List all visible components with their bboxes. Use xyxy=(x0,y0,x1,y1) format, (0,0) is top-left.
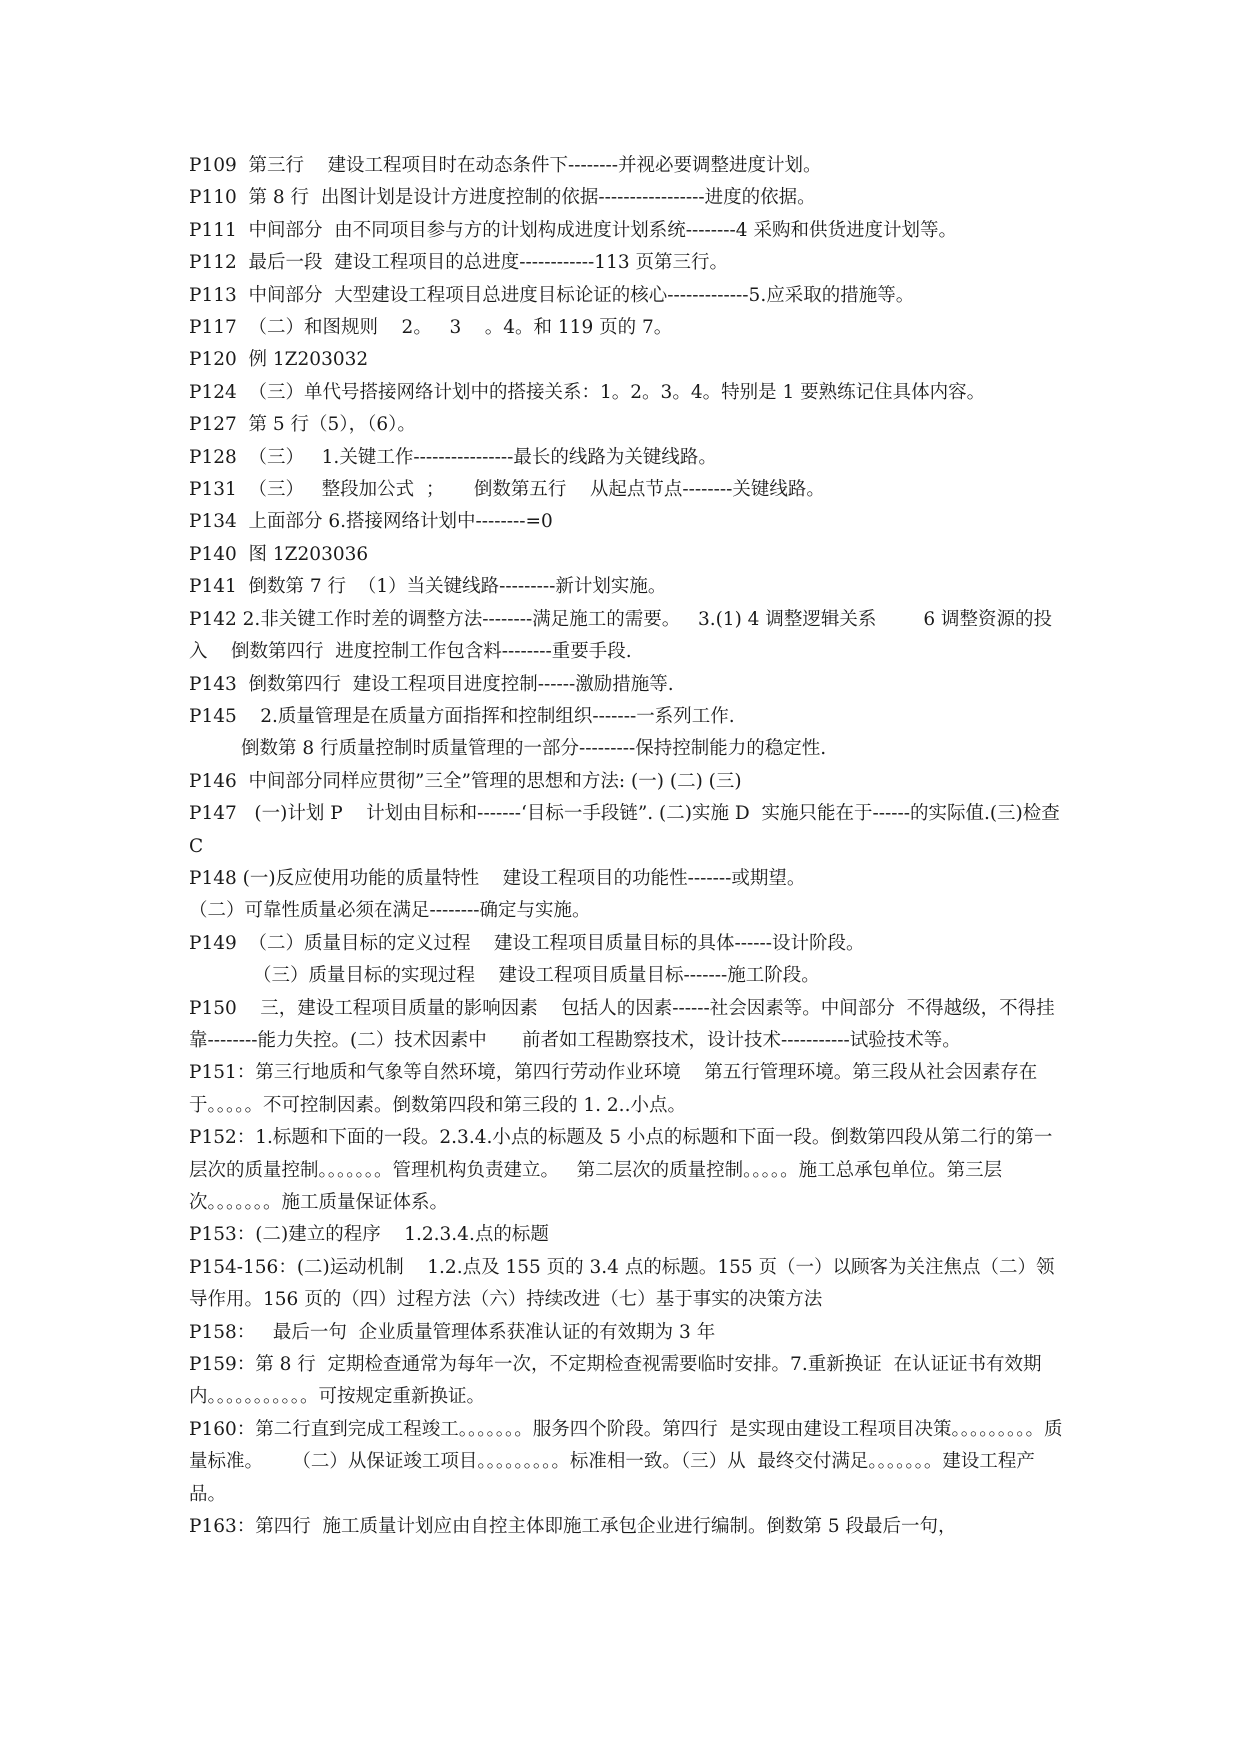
text-line: P147 (一)计划 P 计划由目标和-------‘目标一手段链”. (二)实施 D 实施只能在于------的实际值.(三)检查 C xyxy=(189,803,1066,857)
text-line: P117 （二）和图规则 2。 3 。4。和 119 页的 7。 xyxy=(189,317,673,339)
text-line: P112 最后一段 建设工程项目的总进度------------113 页第三行。 xyxy=(189,252,728,274)
text-line: P111 中间部分 由不同项目参与方的计划构成进度计划系统--------4 采购和供货进度计划等。 xyxy=(189,219,957,241)
text-line: P148 (一)反应使用功能的质量特性 建设工程项目的功能性-------或期望。 xyxy=(189,867,806,889)
text-line: 倒数第 8 行质量控制时质量管理的一部分---------保持控制能力的稳定性. xyxy=(241,738,827,760)
text-line: P152：1.标题和下面的一段。2.3.4.小点的标题及 5 小点的标题和下面一段。倒数第四段从第二行的第一层次的质量控制。。。。。。。管理机构负责建立。 第二层次的质量控制。。。。。施工总承包单位。第三层次。。。。。。。施工质量保证体系。 xyxy=(189,1127,1053,1213)
text-line: P128 （三） 1.关键工作----------------最长的线路为关键线路。 xyxy=(189,446,717,468)
text-line: P149 （二）质量目标的定义过程 建设工程项目质量目标的具体------设计阶段。 xyxy=(189,932,865,954)
text-line: P113 中间部分 大型建设工程项目总进度目标论证的核心-------------5.应采取的措施等。 xyxy=(189,284,915,306)
text-line: P140 图 1Z203036 xyxy=(189,543,369,565)
text-line: P150 三，建设工程项目质量的影响因素 包括人的因素------社会因素等。中间部分 不得越级，不得挂靠--------能力失控。(二）技术因素中 前者如工程勘察技术，设计技术-----------试验技术等。 xyxy=(189,997,1055,1051)
text-line: P143 倒数第四行 建设工程项目进度控制------激励措施等. xyxy=(189,673,674,695)
text-line: P141 倒数第 7 行 （1）当关键线路---------新计划实施。 xyxy=(189,576,667,598)
text-line: P131 （三） 整段加公式 ； 倒数第五行 从起点节点--------关键线路。 xyxy=(189,479,825,501)
text-line: P158： 最后一句 企业质量管理体系获准认证的有效期为 3 年 xyxy=(189,1321,716,1343)
text-line: （二）可靠性质量必须在满足--------确定与实施。 xyxy=(189,900,591,922)
text-line: P160：第二行直到完成工程竣工。。。。。。。服务四个阶段。第四行 是实现由建设工程项目决策。。。。。。。。。质量标准。 （二）从保证竣工项目。。。。。。。。。标准相一致。（三）从 最终交付满足。。。。。。。建设工程产品。 xyxy=(189,1418,1063,1505)
text-line: P124 （三）单代号搭接网络计划中的搭接关系：1。2。3。4。特别是 1 要熟练记住具体内容。 xyxy=(189,381,986,403)
text-line: P146 中间部分同样应贯彻”三全”管理的思想和方法: (一) (二) (三) xyxy=(189,770,742,792)
text-line: P142 2.非关键工作时差的调整方法--------满足施工的需要。 3.(1) 4 调整逻辑关系 6 调整资源的投入 倒数第四行 进度控制工作包含料--------重要手段. xyxy=(189,608,1053,663)
text-line: P110 第 8 行 出图计划是设计方进度控制的依据-----------------进度的依据。 xyxy=(189,187,816,209)
text-line: P109 第三行 建设工程项目时在动态条件下--------并视必要调整进度计划。 xyxy=(189,155,822,176)
document-page xyxy=(189,150,1069,1543)
text-line: P134 上面部分 6.搭接网络计划中--------=0 xyxy=(189,511,553,533)
text-line: P153：(二)建立的程序 1.2.3.4.点的标题 xyxy=(189,1224,549,1246)
text-line: P145 2.质量管理是在质量方面指挥和控制组织-------一系列工作. xyxy=(189,705,735,727)
text-line: P163：第四行 施工质量计划应由自控主体即施工承包企业进行编制。倒数第 5 段最后一句， xyxy=(189,1516,957,1538)
text-line: P154-156：(二)运动机制 1.2.点及 155 页的 3.4 点的标题。155 页（一）以顾客为关注焦点（二）领导作用。156 页的（四）过程方法（六）持续改进（七）基于事实的决策方法 xyxy=(189,1256,1055,1311)
text-line: （三）质量目标的实现过程 建设工程项目质量目标-------施工阶段。 xyxy=(253,965,820,987)
text-line: P151：第三行地质和气象等自然环境，第四行劳动作业环境 第五行管理环境。第三段从社会因素存在于。。。。。不可控制因素。倒数第四段和第三段的 1. 2..小点。 xyxy=(189,1062,1038,1116)
text-line: P127 第 5 行（5），（6）。 xyxy=(189,414,416,436)
text-line: P159：第 8 行 定期检查通常为每年一次，不定期检查视需要临时安排。7.重新换证 在认证证书有效期内。。。。。。。。。。。可按规定重新换证。 xyxy=(189,1354,1042,1408)
text-line: P120 例 1Z203032 xyxy=(189,349,369,371)
